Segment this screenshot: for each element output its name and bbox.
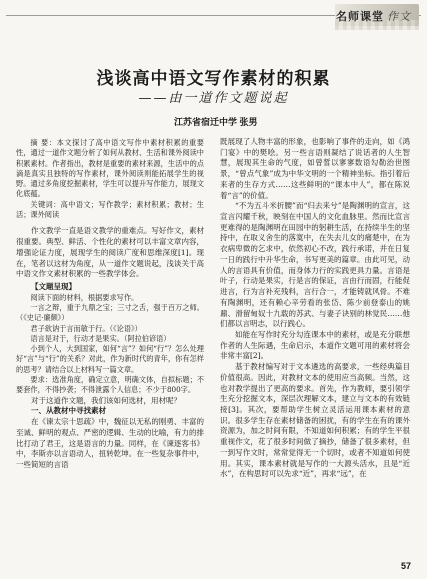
- section-1-paragraph: 在《谏太宗十思疏》中，魏征以无私的刚勇、丰富的至诚、鲜明的观点、严密的逻辑、生动的比喻，有力的排比打动了君王，这是语言的力量。同样，在《谏逐客书》中，李斯亦以言语动人，扭转乾坤。在一些复杂事件中，一些简短的言语: [16, 417, 204, 469]
- intro-paragraph: 作文教学一直是语文教学的重难点。写好作文，素材很重要。典型、鲜活、个性化的素材可以丰富文章内容，增强论证力度，展现学生的阅读广度和思维深度[1]。现在，笔者以这材为角度，从一道作文题说起，浅谈关于高中语文作文素材积累的一些教学体会。: [16, 226, 204, 279]
- prompt-requirements: 要求：选准角度，确定立意，明确文体，自拟标题；不要套作，不得抄袭；不得泄露个人信息；不少于800字。: [16, 375, 204, 395]
- right-paragraph-3: 如能在写作时充分勾连课本中的素材，或是充分联想作者的人生际遇，生命启示，本道作文题可用的素材将会非常丰富[2]。: [220, 329, 410, 361]
- keywords: 关键词：高中语文；写作教学；素材积累；教材；生活；课外阅读: [16, 199, 204, 220]
- right-paragraph-2: “不为五斗米折腰”而“归去来兮”是陶渊明的宣言，这宣言闪耀千秋，映刻在中国人的文化血脉里。然而比宣言更难得的是陶渊明在田园中的躬耕生活，在持续半生的坚持中，在取义舍生的落寞中，在失去儿女的痛楚中，在为衣病卑微的乞求中，依然初心不改，践行承诺，并在日复一日的践行中升华生命，书写更美的篇章。由此可见，动人的言语具有价值，而身体力行的实践更具力量。言语是叶子，行动是果实，行是言的保证，言由行而固，行能促进言，行为言补充残料，言行合一，才能铸就风骨。不难有陶渊明，还有赖心辛劳看的张岱、陈少前登泰山的姚鼐、滑留甸奴十九载的苏武、与妻子诀别的林觉民……他们都以言明志，以行践心。: [220, 201, 410, 329]
- prompt-quote-1: 一言之辩，重于九鼎之宝；三寸之舌，强于百万之师。（《史记·廉颇》）: [16, 302, 204, 323]
- prompt-question: 小到个人，大到国家，如何“言”？如何“行”？怎么处理好“言”与“行”的关系？对此，作为新时代的青年，你有怎样的思考？请结合以上材料写一篇文章。: [16, 344, 204, 374]
- page-number: 57: [400, 561, 411, 571]
- section-heading-1: 一、从教材中寻找素材: [31, 406, 106, 416]
- right-paragraph-4: 基于教材编写对于文本遴选的高要求，一些经典篇目价值很高。因此，对教材文本的使用应当高频。当然，这也对教学提出了更高的要求。首先，作为教师，要引领学生充分挖掘文本，深层次理解文本，建立与文本的有效链接[3]。其次，要帮助学生树立灵活运用课本素材的意识。很多学生存在素材储备的困扰，有的学生在有的课外资源为，加之时间有限，不知道如何积累；有的学生平很重视作文，花了很多时间做了摘抄，储备了很多素材，但一到写作文时，常常觉得无一个切时，或者不知道如何使用。其实，课本素材就是写作的一大源头活水，且是“近水”，在构思时可以先求“近”，再求“远”，在: [220, 362, 410, 479]
- prompt-instruction: 阅读下面的材料，根据要求写作。: [30, 292, 139, 302]
- article-author: 江苏省宿迁中学 张男: [174, 117, 258, 127]
- left-column: [16, 138, 204, 471]
- prompt-heading: 【文题呈现】: [31, 281, 76, 291]
- column-name: 名师课堂: [336, 11, 384, 23]
- column-tag: [336, 8, 411, 24]
- transition-paragraph: 对于这道作文题，我们该如何选材，用材呢？: [31, 395, 181, 405]
- prompt-quote-3: 语言是对于，行动才是果实。（阿拉伯谚语）: [30, 333, 171, 343]
- article-subtitle: ——由一道作文题说起: [138, 91, 289, 106]
- right-column: [220, 137, 410, 480]
- abstract: 摘 要：本文探讨了高中语文写作中素材积累的重要性，通过一道作文题分析了如何从教材、生活和课外阅读中积累素材。作者指出，教材是重要的素材来源，生活中的点滴是真实且独特的写作素材，课外阅读则能拓展学生的视野。通过多角度挖掘素材，学生可以提升写作能力，展现文化底蕴。: [16, 138, 204, 199]
- right-paragraph-1: 既展现了人物丰富的形象，也影响了事件的走向，如《鸿门宴》中的樊哙。另一些言语则凝结了说话者的人生智慧，展现其生命的气度，如曾皙以寥寥数语勾勒治世图景，“曾点气象”成为中华文明的一个精神坐标。指引着后来者的生存方式……这些鲜明的“课本中人”，都在陈说着“言”的价值。: [220, 137, 410, 200]
- article-title: 浅谈高中语文写作素材的积累: [96, 69, 331, 89]
- prompt-quote-2: 君子欲讷于言而敏于行。（《论语》）: [30, 323, 142, 333]
- column-tag-label: 作文: [387, 11, 411, 23]
